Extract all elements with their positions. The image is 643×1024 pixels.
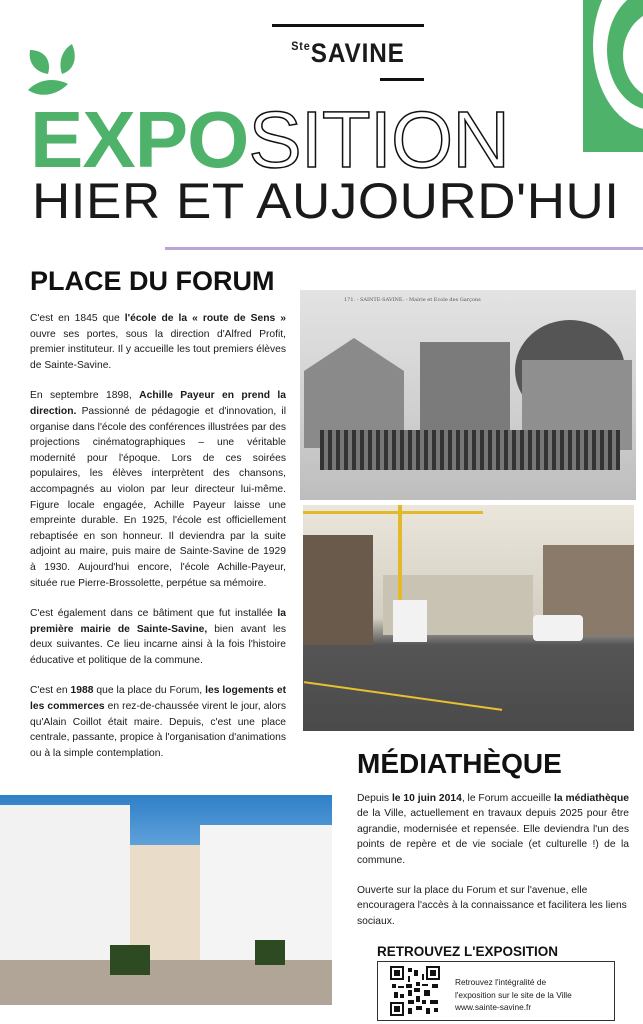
text: Depuis (357, 793, 392, 804)
forum-paragraph (30, 683, 286, 761)
text: en rez-de-chaussée virent le jour, alors qu'Alain Coillot était maire. Depuis, c'est une place centrale, passante, propice à l'organisation d'animations ou à la simple contemplation. (30, 701, 286, 759)
text: , le Forum accueille (461, 793, 555, 804)
text-bold: la première mairie de Sainte-Savine, (30, 608, 286, 635)
forum-paragraph (30, 311, 286, 373)
logo-name: SAVINE (310, 38, 405, 68)
text: ouvre ses portes, sous la direction d'Alfred Profit, premier instituteur. Il y accueille les tout premiers élèves de Sainte-Savine. (30, 328, 286, 371)
forum-paragraph (30, 606, 286, 668)
text-bold: l'école de la « route de Sens » (124, 313, 287, 324)
postcard-caption: 171. - SAINTE-SAVINE. - Mairie et Ecole des Garçons (344, 297, 481, 303)
leaf-icon (26, 42, 78, 98)
exhibition-link-text (455, 976, 572, 1014)
title-fill: EXPO (30, 95, 249, 184)
ste-savine-logo (280, 38, 417, 69)
logo-prefix: Ste (291, 39, 311, 53)
website-url-link[interactable]: www.sainte-savine.fr (455, 1002, 532, 1012)
section-heading-mediatheque: MÉDIATHÈQUE (357, 748, 562, 779)
text-bold: Achille Payeur en prend la direction. (30, 390, 286, 417)
old-postcard-photo (300, 290, 636, 500)
section-heading-forum: PLACE DU FORUM (30, 266, 275, 296)
exposition-subtitle: HIER ET AUJOURD'HUI (32, 173, 620, 229)
mediatheque-text (357, 791, 629, 944)
text: C'est en 1845 que (30, 313, 125, 324)
text: de la Ville, actuellement en travaux depuis 2025 pour être agrandie, modernisée et repensée. Elle deviendra l'un des points de repère et de vie sociale (et culturelle !) de la commune. (357, 808, 629, 866)
text: que la place du Forum, (93, 685, 206, 697)
text: Passionné de pédagogie et d'innovation, il organise dans l'école des conférences illustrées par des projections cinématographiques – une véritable modernité pour l'époque. Lors de ces soirées populaires, les élèves interprètent des chansons, accompagnés au violon par leur directeur lui-même. Figure locale engagée, Achille Payeur laisse une empreinte durable. En 1925, l'école est officiellement rebaptisée en son honneur. Il deviendra par la suite adjoint au maire, puis maire de Sainte-Savine de 1929 à 1930. Aujourd'hui encore, l'école Achille-Payeur, située rue Pierre-Brossolette, perpétue sa mémoire. (30, 405, 286, 589)
exhibition-link-box[interactable] (377, 961, 615, 1021)
divider (165, 247, 643, 250)
forum-paragraph (30, 388, 286, 591)
text: C'est en (30, 685, 71, 697)
mediatheque-paragraph (357, 791, 629, 868)
text: C'est également dans ce bâtiment que fut installée (30, 608, 278, 620)
text-bold: le 10 juin 2014 (391, 793, 462, 804)
text-bold: les logements et les commerces (30, 685, 286, 713)
forum-text (30, 311, 286, 776)
text-bold: la médiathèque (554, 793, 629, 804)
text-bold: 1988 (70, 685, 94, 697)
text: bien avant les deux suivantes. Ce lieu incarne ainsi à la fois l'histoire éducative et politique de la commune. (30, 623, 287, 666)
find-exhibition-heading: RETROUVEZ L'EXPOSITION (377, 944, 558, 959)
text: En septembre 1898, (30, 390, 140, 402)
qr-code-icon[interactable] (390, 966, 440, 1016)
exposition-title (30, 95, 509, 184)
title-outline: SITION (248, 95, 509, 184)
link-line-1: Retrouvez l'intégralité de (455, 977, 547, 987)
logo-bottom-rule (380, 78, 424, 81)
forum-residences-photo (0, 795, 332, 1005)
logo-top-rule (272, 24, 424, 27)
decorative-green-arc (583, 0, 643, 152)
modern-street-photo (303, 505, 634, 731)
mediatheque-paragraph: Ouverte sur la place du Forum et sur l'avenue, elle encouragera l'accès à la connaissance et facilitera les liens sociaux. (357, 885, 627, 927)
link-line-2: l'exposition sur le site de la Ville (455, 989, 572, 1000)
